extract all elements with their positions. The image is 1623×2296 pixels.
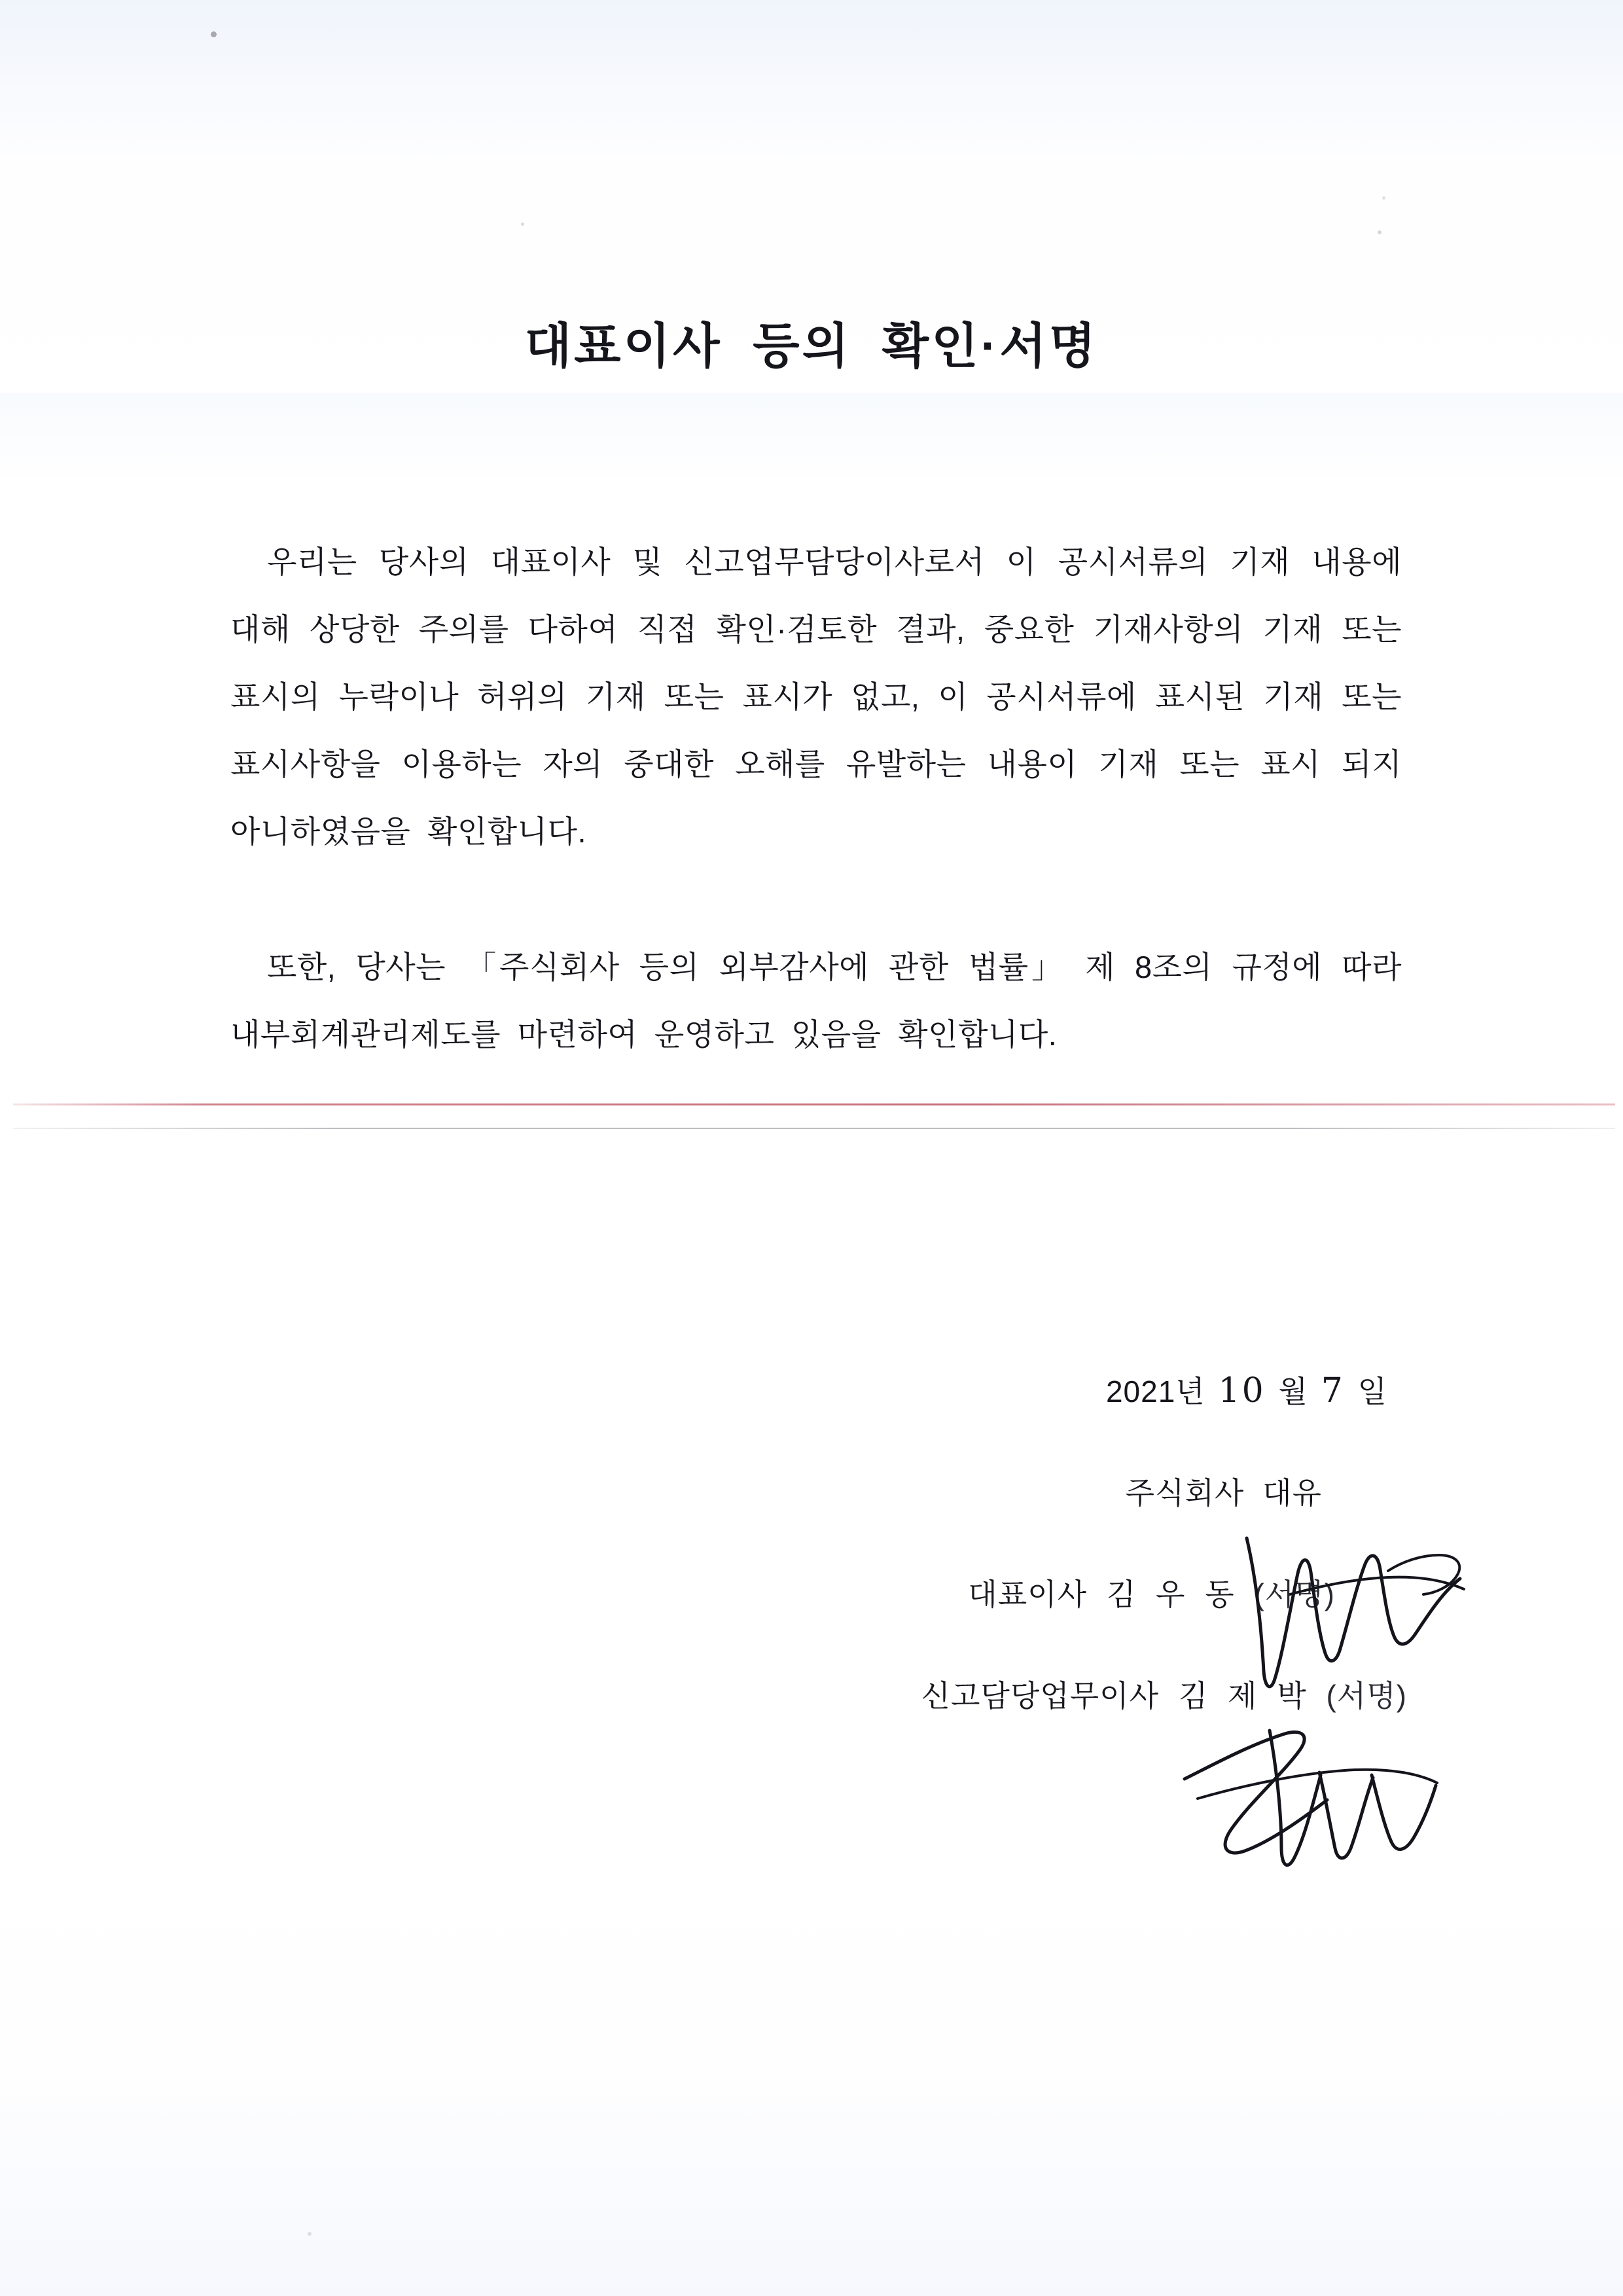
paragraph-internal-accounting: 또한, 당사는 「주식회사 등의 외부감사에 관한 법률」 제 8조의 규정에 따라 내부회계관리제도를 마련하여 운영하고 있음을 확인합니다. (230, 950, 1402, 1052)
signature-ceo-row (968, 1571, 1335, 1614)
handwritten-signature-officer-icon (1171, 1702, 1446, 1898)
signature-company-name: 주식회사 대유 (1125, 1476, 1322, 1510)
scan-gradient-top (0, 0, 1623, 164)
date-month-value: 10 (1218, 1371, 1266, 1410)
paragraph-confirmation: 우리는 당사의 대표이사 및 신고업무담당이사로서 이 공시서류의 기재 내용에 대해 상당한 주의를 다하여 직접 확인·검토한 결과, 중요한 기재사항의 기재 또는 표시의 누락이나 허위의 기재 또는 표시가 없고, 이 공시서류에 표시된 기재 또는 표시사항을 이용하는 자의 중대한 오해를 유발하는 내용이 기재 또는 표시 되지 아니하였음을 확인합니다. (230, 545, 1402, 849)
scan-gradient-middle (0, 393, 1623, 484)
scan-speck-icon (1378, 230, 1382, 234)
page-title: 대표이사 등의 확인·서명 (524, 318, 1099, 373)
scan-artifact-red-line (13, 1103, 1615, 1105)
document-body (230, 497, 1402, 1099)
officer-signature-mark: (서명) (1326, 1679, 1407, 1713)
ceo-name: 김 우 동 (1106, 1577, 1235, 1611)
scan-speck-icon (308, 2232, 312, 2236)
officer-title: 신고담당업무이사 (921, 1679, 1160, 1713)
signature-date (1106, 1368, 1387, 1411)
date-day-value: 7 (1321, 1371, 1345, 1410)
scan-gradient-bottom (0, 2087, 1623, 2296)
ceo-title: 대표이사 (968, 1577, 1088, 1611)
signature-officer-row (921, 1672, 1407, 1715)
date-year: 2021년 (1105, 1374, 1205, 1408)
scan-artifact-grey-line (13, 1128, 1615, 1129)
scan-speck-icon (1382, 196, 1385, 200)
officer-name: 김 제 박 (1178, 1679, 1307, 1713)
date-month-label: 월 (1278, 1374, 1308, 1408)
scan-speck-icon (211, 31, 217, 37)
scan-speck-icon (521, 223, 524, 226)
ceo-signature-mark: (서명) (1254, 1577, 1335, 1611)
date-day-label: 일 (1357, 1374, 1387, 1408)
